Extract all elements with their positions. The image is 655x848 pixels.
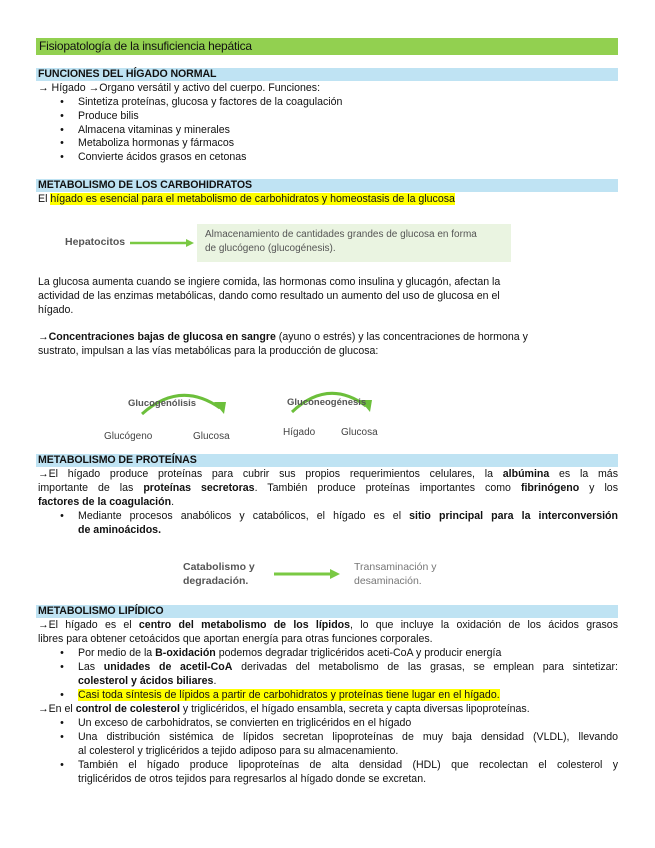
- list-item: Una distribución sistémica de lípidos secretan lipoproteínas de muy baja densidad (VLDL), llevando: [78, 731, 618, 743]
- bullet-icon: •: [60, 661, 64, 673]
- list-item-continuation: de aminoácidos.: [78, 524, 162, 536]
- bullet-icon: •: [60, 510, 64, 522]
- document-title: Fisiopatología de la insuficiencia hepática: [36, 38, 618, 55]
- bullet-icon: •: [60, 717, 64, 729]
- diagram-glucogeno-label: Glucógeno: [104, 431, 153, 442]
- list-item: Un exceso de carbohidratos, se convierten en triglicéridos en el hígado: [78, 717, 412, 729]
- list-item-continuation: al colesterol y triglicéridos a tejido adiposo para su almacenamiento.: [78, 745, 399, 757]
- paragraph-line: hígado.: [38, 304, 74, 316]
- diagram-gluconeogenesis-label: Gluconeogénesis: [287, 397, 367, 408]
- bullet-icon: •: [60, 137, 64, 149]
- bullet-icon: •: [60, 110, 64, 122]
- highlighted-text: hígado es esencial para el metabolismo de carbohidratos y homeostasis de la glucosa: [50, 193, 455, 205]
- list-item: Mediante procesos anabólicos y catabólicos, el hígado es el sitio principal para la interconversión: [78, 510, 618, 522]
- paragraph-line: actividad de las enzimas metabólicas, dando como resultado un aumento del uso de glucosa en el: [38, 290, 500, 302]
- list-item: Las unidades de acetil-CoA derivadas del metabolismo de las grasas, se emplean para sintetizar:: [78, 661, 618, 673]
- diagram-glucogenesis-box: Almacenamiento de cantidades grandes de glucosa en forma de glucógeno (glucogénesis).: [197, 224, 511, 262]
- list-item: Convierte ácidos grasos en cetonas: [78, 151, 247, 163]
- list-item: Por medio de la B-oxidación podemos degradar triglicéridos aceti-CoA y producir energía: [78, 647, 502, 659]
- list-item: También el hígado produce lipoproteínas de alta densidad (HDL) que recolectan el colesterol y: [78, 759, 618, 771]
- list-item-highlighted: Casi toda síntesis de lípidos a partir de carbohidratos y proteínas tiene lugar en el hígado.: [78, 689, 500, 701]
- bullet-icon: •: [60, 759, 64, 771]
- paragraph-line: importante de las proteínas secretoras. También produce proteínas importantes como fibrinógeno y los: [38, 482, 618, 494]
- bullet-icon: •: [60, 731, 64, 743]
- carbohidratos-intro: El hígado es esencial para el metabolismo de carbohidratos y homeostasis de la glucosa: [38, 193, 455, 205]
- bullet-icon: •: [60, 151, 64, 163]
- bullet-icon: •: [60, 124, 64, 136]
- bullet-icon: •: [60, 689, 64, 701]
- bullet-icon: •: [60, 647, 64, 659]
- paragraph-line: La glucosa aumenta cuando se ingiere comida, las hormonas como insulina y glucagón, afectan la: [38, 276, 501, 288]
- diagram-catabolismo-label: Catabolismo y degradación.: [183, 561, 255, 587]
- list-item-continuation: triglicéridos de otros tejidos para regresarlos al hígado donde se excretan.: [78, 773, 427, 785]
- diagram-glucogenolisis-label: Glucogenólisis: [128, 398, 197, 409]
- section-heading-proteinas: METABOLISMO DE PROTEÍNAS: [36, 454, 618, 467]
- paragraph-line: sustrato, impulsan a las vías metabólicas para la producción de glucosa:: [38, 345, 379, 357]
- section-heading-carbohidratos: METABOLISMO DE LOS CARBOHIDRATOS: [36, 179, 618, 192]
- section-heading-lipidico: METABOLISMO LIPÍDICO: [36, 605, 618, 618]
- paragraph-line: →El hígado produce proteínas para cubrir sus propios requerimientos celulares, la albúmina es la más: [38, 468, 618, 480]
- funciones-intro: → Hígado →Organo versátil y activo del cuerpo. Funciones:: [38, 82, 321, 94]
- list-item: Sintetiza proteínas, glucosa y factores de la coagulación: [78, 96, 343, 108]
- paragraph-line: libres para obtener cetoácidos que aportan energía para otras funciones corporales.: [38, 633, 433, 645]
- paragraph-line: →Concentraciones bajas de glucosa en sangre (ayuno o estrés) y las concentraciones de hormona y: [38, 331, 528, 343]
- list-item-continuation: colesterol y ácidos biliares.: [78, 675, 217, 687]
- paragraph-line: factores de la coagulación.: [38, 496, 175, 508]
- diagram-glucosa-label: Glucosa: [341, 427, 378, 438]
- list-item: Metaboliza hormonas y fármacos: [78, 137, 235, 149]
- section-heading-funciones: FUNCIONES DEL HÍGADO NORMAL: [36, 68, 618, 81]
- diagram-glucosa-label: Glucosa: [193, 431, 230, 442]
- diagram-hepatocitos-label: Hepatocitos: [65, 236, 126, 248]
- list-item: Produce bilis: [78, 110, 139, 122]
- arrow-right-icon: [272, 569, 342, 579]
- paragraph-line: →En el control de colesterol y triglicéridos, el hígado ensambla, secreta y capta diversas lipoproteínas.: [38, 703, 530, 715]
- arrow-right-icon: [128, 238, 198, 248]
- diagram-higado-label: Hígado: [283, 427, 316, 438]
- list-item: Almacena vitaminas y minerales: [78, 124, 230, 136]
- paragraph-line: →El hígado es el centro del metabolismo de los lípidos, lo que incluye la oxidación de los ácidos grasos: [38, 619, 618, 631]
- diagram-transaminacion-label: Transaminación y desaminación.: [354, 561, 437, 587]
- bullet-icon: •: [60, 96, 64, 108]
